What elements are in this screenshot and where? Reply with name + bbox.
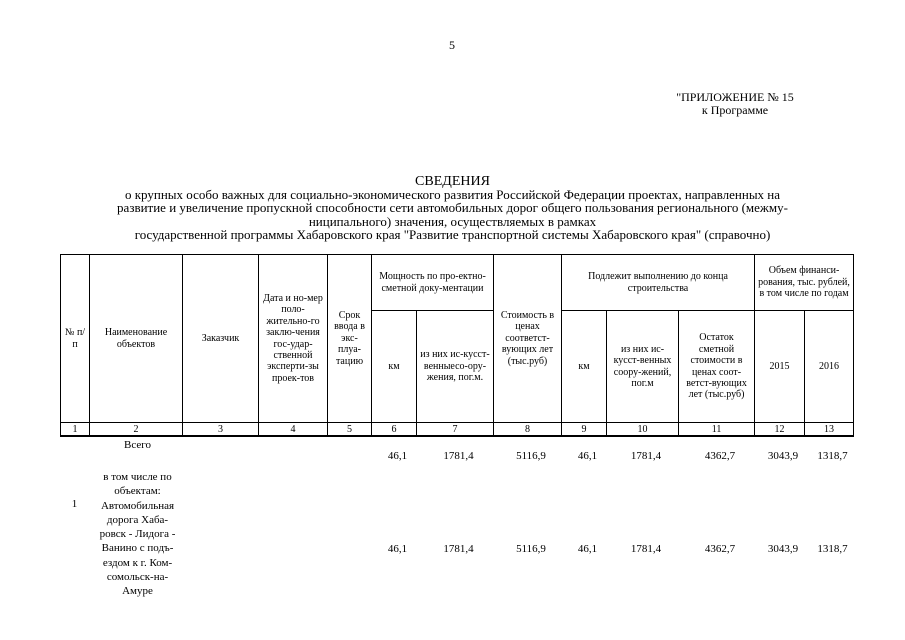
row-1-name-line: объектам:: [114, 485, 161, 498]
header-finance-group: Объем финанси-рования, тыс. рублей, в том числе по годам: [755, 255, 854, 311]
appendix-heading: [640, 91, 830, 117]
column-number: 7: [417, 423, 494, 437]
column-number: 13: [805, 423, 854, 437]
column-number: 1: [61, 423, 90, 437]
row-1-number: 1: [71, 498, 78, 510]
header-todo-remaining: Остаток сметной стоимости в ценах соот-ветст-вующих лет (тыс.руб): [679, 311, 755, 423]
row-total-km: 46,1: [387, 450, 408, 462]
page-number: 5: [449, 38, 455, 52]
header-year-2015: 2015: [755, 311, 805, 423]
row-1-todo-structures: 1781,4: [630, 543, 662, 555]
header-structures: из них ис-кусст-венныесо-ору-жения, пог.м.: [417, 311, 494, 423]
header-todo-km: км: [562, 311, 607, 423]
row-1-name-line: дорога Хаба-: [106, 513, 169, 526]
row-1-name-line: Амуре: [122, 585, 153, 598]
header-term: Срок ввода в экс-плуа-тацию: [328, 255, 372, 423]
column-number: 4: [259, 423, 328, 437]
header-todo-group: Подлежит выполнению до конца строительства: [562, 255, 755, 311]
row-1-2015: 3043,9: [767, 543, 799, 555]
row-1-name-line: в том числе по: [103, 471, 172, 483]
row-1-2016: 1318,7: [817, 543, 848, 555]
subtitle-line: о крупных особо важных для социально-экономического развития Российской Федерации проектах, направленных на: [124, 187, 781, 202]
header-num: № п/п: [61, 255, 90, 423]
row-total-cost: 5116,9: [516, 450, 546, 462]
column-number: 8: [494, 423, 562, 437]
row-1-name: [91, 470, 184, 599]
document-subtitle: [60, 188, 845, 242]
header-todo-structures: из них ис-кусст-венных соору-жений, пог.м: [607, 311, 679, 423]
header-cost: Стоимость в ценах соответст-вующих лет (тыс.руб): [494, 255, 562, 423]
row-1-structures: 1781,4: [443, 543, 474, 555]
row-1-name-line: сомольск-на-: [106, 571, 169, 584]
column-number: 3: [183, 423, 259, 437]
row-total-structures: 1781,4: [443, 450, 474, 462]
subtitle-line: ниципального) значения, осуществляемых в рамках: [308, 213, 597, 229]
row-total-todo-structures: 1781,4: [630, 450, 662, 462]
header-expertise: Дата и но-мер поло-жительно-го заклю-чения гос-удар-ственной эксперти-зы проек-тов: [259, 255, 328, 423]
row-1-name-line: ровск - Лидога -: [99, 528, 176, 541]
subtitle-line: государственной программы Хабаровского края "Развитие транспортной системы Хабаровского края" (справочно): [134, 227, 771, 243]
header-km: км: [372, 311, 417, 423]
header-year-2016: 2016: [805, 311, 854, 423]
row-1-km: 46,1: [387, 543, 408, 555]
row-total-todo-km: 46,1: [577, 450, 598, 462]
row-1-name-line: Ванино с подъ-: [101, 542, 174, 555]
header-name: Наименование объектов: [90, 255, 183, 423]
row-1-name-line: ездом к г. Ком-: [102, 556, 173, 569]
column-number: 6: [372, 423, 417, 437]
row-total-todo-remaining: 4362,7: [704, 450, 736, 462]
appendix-line-1: "ПРИЛОЖЕНИЕ № 15: [676, 90, 794, 104]
row-total-2015: 3043,9: [767, 450, 799, 462]
projects-table: [60, 254, 854, 437]
column-number: 10: [607, 423, 679, 437]
row-1-todo-remaining: 4362,7: [704, 543, 736, 555]
row-total-2016: 1318,7: [817, 450, 848, 462]
row-1-todo-km: 46,1: [577, 543, 598, 555]
document-title: СВЕДЕНИЯ: [415, 174, 490, 189]
column-number: 5: [328, 423, 372, 437]
header-capacity-group: Мощность по про-ектно-сметной доку-ментации: [372, 255, 494, 311]
row-1-cost: 5116,9: [516, 543, 546, 555]
column-number: 12: [755, 423, 805, 437]
subtitle-line: развитие и увеличение пропускной способности сети автомобильных дорог общего пользования регионального (межму-: [117, 200, 788, 216]
row-total-name: Всего: [124, 439, 151, 451]
column-number: 9: [562, 423, 607, 437]
column-number: 11: [679, 423, 755, 437]
header-customer: Заказчик: [183, 255, 259, 423]
appendix-line-2: к Программе: [701, 103, 769, 117]
row-1-name-line: Автомобильная: [100, 499, 175, 512]
column-number: 2: [90, 423, 183, 437]
